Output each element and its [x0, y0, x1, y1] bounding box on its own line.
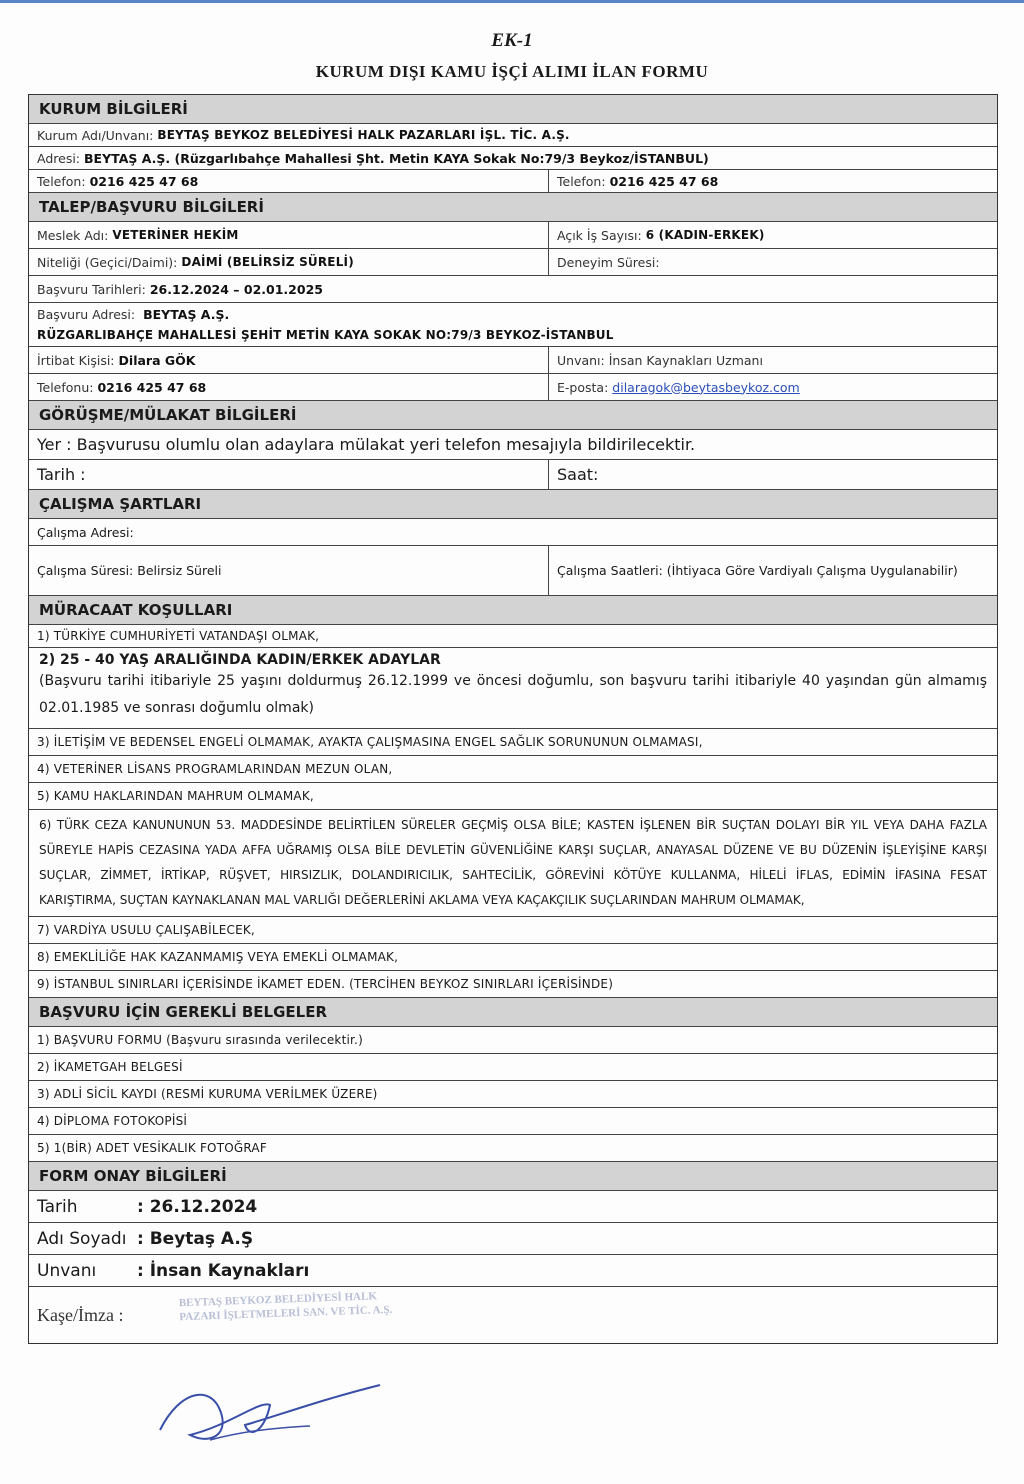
nitelik-label: Niteliği (Geçici/Daimi):: [37, 254, 178, 270]
kosul-6: 6) TÜRK CEZA KANUNUNUN 53. MADDESİNDE BELİRTİLEN SÜRELER GEÇMİŞ OLSA BİLE; KASTEN İŞLENEN BİR SUÇTAN DOLAYI BİR YIL VEYA DAHA FAZLA SÜREYLE HAPİS CEZASINA YADA AFFA UĞRAMIŞ OLSA BİLE DEVLETİN GÜVENLİĞİNE KARŞI SUÇLAR, ANAYASAL DÜZENE VE BU DÜZENİN İŞLEYİŞİNE KARŞI SUÇLAR, ZİMMET, İRTİKAP, RÜŞVET, HIRSIZLIK, DOLANDIRICILIK, SAHTECİLİK, GÖREVİNİ KÖTÜYE KULLANMA, HİLELİ İFLAS, EDİMİN İFASINA FESAT KARIŞTIRMA, SUÇTAN KAYNAKLANAN MAL VARLIĞI DEĞERLERİNİ AKLAMA VEYA KAÇAKÇILIK SUÇLARINDAN MAHRUM OLMAMAK,: [39, 818, 987, 907]
kurum-phone-value: 0216 425 47 68: [89, 173, 199, 189]
kosul-5: 5) KAMU HAKLARINDAN MAHRUM OLMAMAK,: [37, 789, 314, 803]
signature-icon: [150, 1370, 410, 1450]
belge-2: 2) İKAMETGAH BELGESİ: [37, 1060, 183, 1074]
kurum-name-row: [29, 124, 997, 146]
belge-5: 5) 1(BİR) ADET VESİKALIK FOTOĞRAF: [37, 1141, 267, 1155]
belge-3: 3) ADLİ SİCİL KAYDI (RESMİ KURUMA VERİLMEK ÜZERE): [37, 1087, 378, 1101]
kurum-name-label: Kurum Adı/Unvanı:: [37, 127, 154, 143]
calisma-sure: Çalışma Süresi: Belirsiz Süreli: [29, 546, 549, 595]
document-header: [0, 30, 1024, 82]
acik-is-value: 6 (KADIN-ERKEK): [645, 228, 765, 242]
telefonu-cell: [29, 374, 549, 400]
basvuru-adres-line2: RÜZGARLIBAHÇE MAHALLESİ ŞEHİT METİN KAYA SOKAK NO:79/3 BEYKOZ-İSTANBUL: [37, 328, 614, 342]
kase-imza-label: Kaşe/İmza :: [37, 1304, 124, 1325]
onay-unvan-label: Unvanı: [37, 1260, 97, 1281]
onay-unvan-row: [29, 1255, 997, 1286]
kurum-phone-label: Telefon:: [37, 173, 86, 189]
acik-is-label: Açık İş Sayısı:: [557, 227, 642, 243]
nitelik-value: DAİMİ (BELİRSİZ SÜRELİ): [181, 255, 354, 269]
kosul-1: 1) TÜRKİYE CUMHURİYETİ VATANDAŞI OLMAK,: [37, 629, 320, 643]
kosul-8: 8) EMEKLİLİĞE HAK KAZANMAMIŞ VEYA EMEKLİ OLMAMAK,: [37, 950, 399, 964]
eposta-link[interactable]: dilaragok@beytasbeykoz.com: [612, 379, 800, 395]
eposta-label: E-posta:: [557, 379, 609, 395]
onay-tarih-label: Tarih: [37, 1196, 78, 1217]
irtibat-value: Dilara GÖK: [118, 352, 196, 368]
kosul-2: [29, 648, 997, 728]
kosul-3: 3) İLETİŞİM VE BEDENSEL ENGELİ OLMAMAK, AYAKTA ÇALIŞMASINA ENGEL SAĞLIK SORUNUNUN OLMAMASI,: [37, 735, 703, 749]
kurum-address-label: Adresi:: [37, 150, 81, 166]
section-onay: FORM ONAY BİLGİLERİ: [29, 1162, 997, 1190]
annex-label: EK-1: [491, 30, 533, 51]
basvuru-adres-value: BEYTAŞ A.Ş.: [143, 307, 230, 322]
kosul-2-detail: (Başvuru tarihi itibariyle 25 yaşını doldurmuş 26.12.1999 ve öncesi doğumlu, son başvuru tarihi itibariyle 40 yaşından gün almamış 02.01.1985 ve sonrası doğumlu olmak): [39, 673, 987, 716]
section-talep: TALEP/BAŞVURU BİLGİLERİ: [29, 193, 997, 221]
onay-ad-value: : Beytaş A.Ş: [137, 1228, 254, 1249]
belge-4: 4) DİPLOMA FOTOKOPİSİ: [37, 1114, 188, 1128]
stamp-line-1: BEYTAŞ BEYKOZ BELEDİYESİ HALK: [178, 1290, 378, 1310]
mulakat-saat: Saat:: [557, 465, 599, 484]
kosul-9: 9) İSTANBUL SINIRLARI İÇERİSİNDE İKAMET EDEN. (TERCİHEN BEYKOZ SINIRLARI İÇERİSİNDE): [37, 977, 614, 991]
telefonu-value: 0216 425 47 68: [97, 379, 207, 395]
basvuru-tarih-row: [29, 276, 997, 302]
section-belgeler: BAŞVURU İÇİN GEREKLİ BELGELER: [29, 998, 997, 1026]
kurum-address-row: [29, 147, 997, 169]
kosul-4: 4) VETERİNER LİSANS PROGRAMLARINDAN MEZUN OLAN,: [37, 762, 393, 776]
onay-tarih-row: [29, 1191, 997, 1222]
basvuru-adres-label: Başvuru Adresi:: [37, 307, 136, 322]
meslek-cell: [29, 222, 549, 248]
onay-ad-label: Adı Soyadı: [37, 1228, 127, 1249]
stamp-line-2: PAZARI İŞLETMELERİ SAN. VE TİC. A.Ş.: [179, 1303, 393, 1324]
onay-tarih-value: : 26.12.2024: [137, 1196, 258, 1217]
kurum-phone2-label: Telefon:: [557, 173, 606, 189]
meslek-value: VETERİNER HEKİM: [112, 228, 239, 242]
onay-ad-row: [29, 1223, 997, 1254]
belge-1: 1) BAŞVURU FORMU (Başvuru sırasında verilecektir.): [37, 1033, 363, 1047]
kurum-address-value: BEYTAŞ A.Ş. (Rüzgarlıbahçe Mahallesi Şht. Metin KAYA Sokak No:79/3 Beykoz/İSTANBUL): [84, 150, 709, 166]
basvuru-adres-row: [29, 303, 997, 346]
nitelik-cell: [29, 249, 549, 275]
announcement-form: [28, 94, 998, 1344]
irtibat-label: İrtibat Kişisi:: [37, 352, 115, 368]
section-gorusme: GÖRÜŞME/MÜLAKAT BİLGİLERİ: [29, 401, 997, 429]
deneyim-cell: [549, 249, 997, 275]
kurum-phone2-value: 0216 425 47 68: [609, 173, 719, 189]
kurum-phone-cell: [29, 170, 549, 192]
kurum-phone2-cell: [549, 170, 997, 192]
meslek-label: Meslek Adı:: [37, 227, 109, 243]
calisma-saatleri: Çalışma Saatleri: (İhtiyaca Göre Vardiyalı Çalışma Uygulanabilir): [557, 562, 958, 578]
telefonu-label: Telefonu:: [37, 379, 94, 395]
kase-imza-row: [29, 1287, 997, 1343]
acik-is-cell: [549, 222, 997, 248]
top-edge-line: [0, 0, 1024, 3]
deneyim-label: Deneyim Süresi:: [557, 254, 660, 270]
eposta-cell: [549, 374, 997, 400]
onay-unvan-value: : İnsan Kaynakları: [137, 1260, 310, 1281]
mulakat-tarih: Tarih :: [29, 460, 549, 489]
basvuru-tarih-value: 26.12.2024 – 02.01.2025: [149, 281, 323, 297]
irtibat-cell: [29, 347, 549, 373]
form-title: KURUM DIŞI KAMU İŞÇİ ALIMI İLAN FORMU: [315, 62, 709, 81]
section-kurum: KURUM BİLGİLERİ: [29, 95, 997, 123]
kurum-name-value: BEYTAŞ BEYKOZ BELEDİYESİ HALK PAZARLARI İŞL. TİC. A.Ş.: [157, 128, 570, 142]
unvan-value: İnsan Kaynakları Uzmanı: [608, 352, 763, 368]
section-calisma: ÇALIŞMA ŞARTLARI: [29, 490, 997, 518]
section-muracaat: MÜRACAAT KOŞULLARI: [29, 596, 997, 624]
calisma-adres: Çalışma Adresi:: [37, 524, 134, 540]
unvan-cell: [549, 347, 997, 373]
unvan-label: Unvanı:: [557, 352, 605, 368]
company-stamp: [179, 1286, 480, 1324]
kosul-2-head: 2) 25 - 40 YAŞ ARALIĞINDA KADIN/ERKEK ADAYLAR: [39, 652, 441, 668]
mulakat-yer: Yer : Başvurusu olumlu olan adaylara mülakat yeri telefon mesajıyla bildirilecektir.: [37, 435, 696, 454]
kosul-7: 7) VARDİYA USULU ÇALIŞABİLECEK,: [37, 923, 255, 937]
basvuru-tarih-label: Başvuru Tarihleri:: [37, 281, 146, 297]
